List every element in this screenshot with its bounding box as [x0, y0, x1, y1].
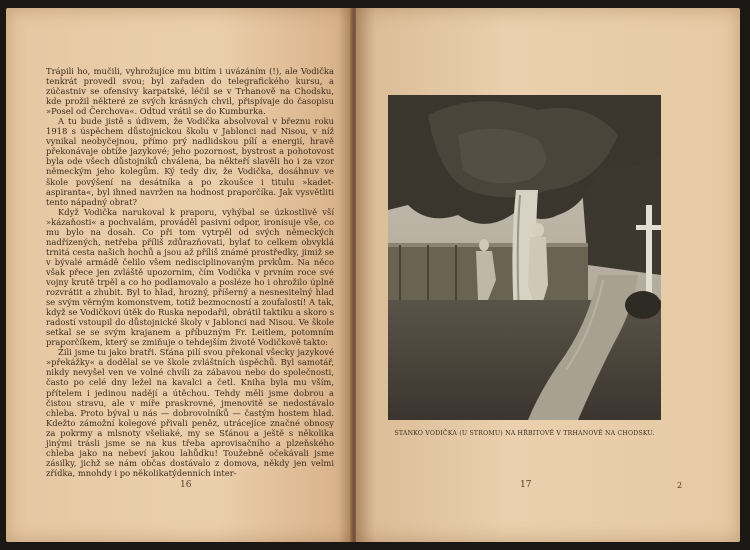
left-page-number: 16: [180, 480, 192, 490]
paragraph: Žili jsme tu jako bratři. Sťána pilí svou překonal všecky jazykové »překážky« a dodělal se ve škole zvláštních úspěchů. Byl samotář, nikdy nevyšel ven ve volné chvíli za zábavou nebo do společnosti, často po celé dny ležel na kavalci a četl. Kniha byla mu vším, přítelem i jedinou nadějí a útěchou. Tehdy měli jsme dobrou a čistou stravu, ale v míře praskrovné, jmenovitě se nedostávalo chleba. Proto býval u nás — dobrovolníků — častým hostem hlad. Kdežto zámožní kolegové přivali peněz, utrácejíce značné obnosy za pokrmy a mlsnoty všeliaké, my se Sťánou a ještě s několika jinými trásli jsme se na kus třeba aprovisačního a plzeňského chleba jako na nebeví jakou lahůdku! Toužebně očekávali jsme zásilky, jichž se nám občas dostávalo z domova, někdy jen velmi zřídka, mnohdy i po několikatýdenních inter-: [46, 347, 334, 478]
signature-mark: 2: [677, 481, 683, 490]
paragraph: Když Vodička narukoval k praporu, vyhýbal se úzkostlivě vší »kázaňosti« a pochvalám, prováděl pasivní odpor, ironisuje vše, co mu bylo na dosah. Co při tom vytrpěl od svých německých nadřízených, netřeba příliš zdůrazňovati, bylať to celkem obvyklá trnitá cesta našich hochů a jsou až příliš známé prostředky, jimiž se v bývalé armádě čelilo všem nedisciplinovaným prvkům. Na něco však přece jen zvláště upozornim, čím Vodička v prvním roce své vojny krutě trpěl a co ho podlamovalo a posléze ho i ohrožilo úplně rozvrátit a zhubit. Byl to hlad, hrozný, příšerný a nesnesitelný hlad se svým věrným komonstvem, totiž bezmocností a zoufalostí! A tak, když se Vodičkovi útěk do Ruska nepodařil, obrátil taktiku a skoro s radostí vstoupil do důstojnické školy v Jablonci nad Nisou. Ve škole setkal se se svým krajanem a příbuzným Fr. Leitlem, potomním praporčíkem, který se zmiňuje o tehdejším životě Vodičkově takto:: [46, 206, 334, 348]
cemetery-photograph: [388, 95, 661, 420]
left-page-body: [46, 66, 334, 478]
paragraph: A tu bude jistě s údivem, že Vodička absolvoval v březnu roku 1918 s úspěchem důstojnickou školu v Jablonci nad Nisou, v níž vynikal neobyčejnou, přímo prý nadlidskou pílí a energií, hravě překonávaje obtíže jazykové; jeho pozornost, bystrost a pohotovost byla ode všech důstojníků chválena, ba někteří slavěli ho i za vzor německým jeho kolegům. Ký tedy div, že Vodička, dosáhnuv ve škole povýšení na desátníka a po zkoušce i titulu »kadet-aspiranta«, byl ihned navržen na hodnost praporčíka. Jak vysvětliti tento nápadný obrat?: [46, 116, 334, 207]
right-page-number: 17: [520, 480, 532, 490]
paragraph: Trápili ho, mučili, vyhrožujíce mu bitím i uvázáním (!), ale Vodička tenkrát provedl svou; byl zařaden do telegrafického kursu, a zúčastniv se ofensivy karpatské, léčil se v Trhanově na Chodsku, kde prožil některé ze svých krásných chvil, přispívaje do časopisu »Posel od Čerchova«. Odtud vrátil se do Kumburka.: [46, 66, 334, 117]
photo-caption: STANKO VODIČKA (U STROMU) NA HŘBITOVĚ V TRHANOVĚ NA CHODSKU.: [394, 430, 655, 437]
